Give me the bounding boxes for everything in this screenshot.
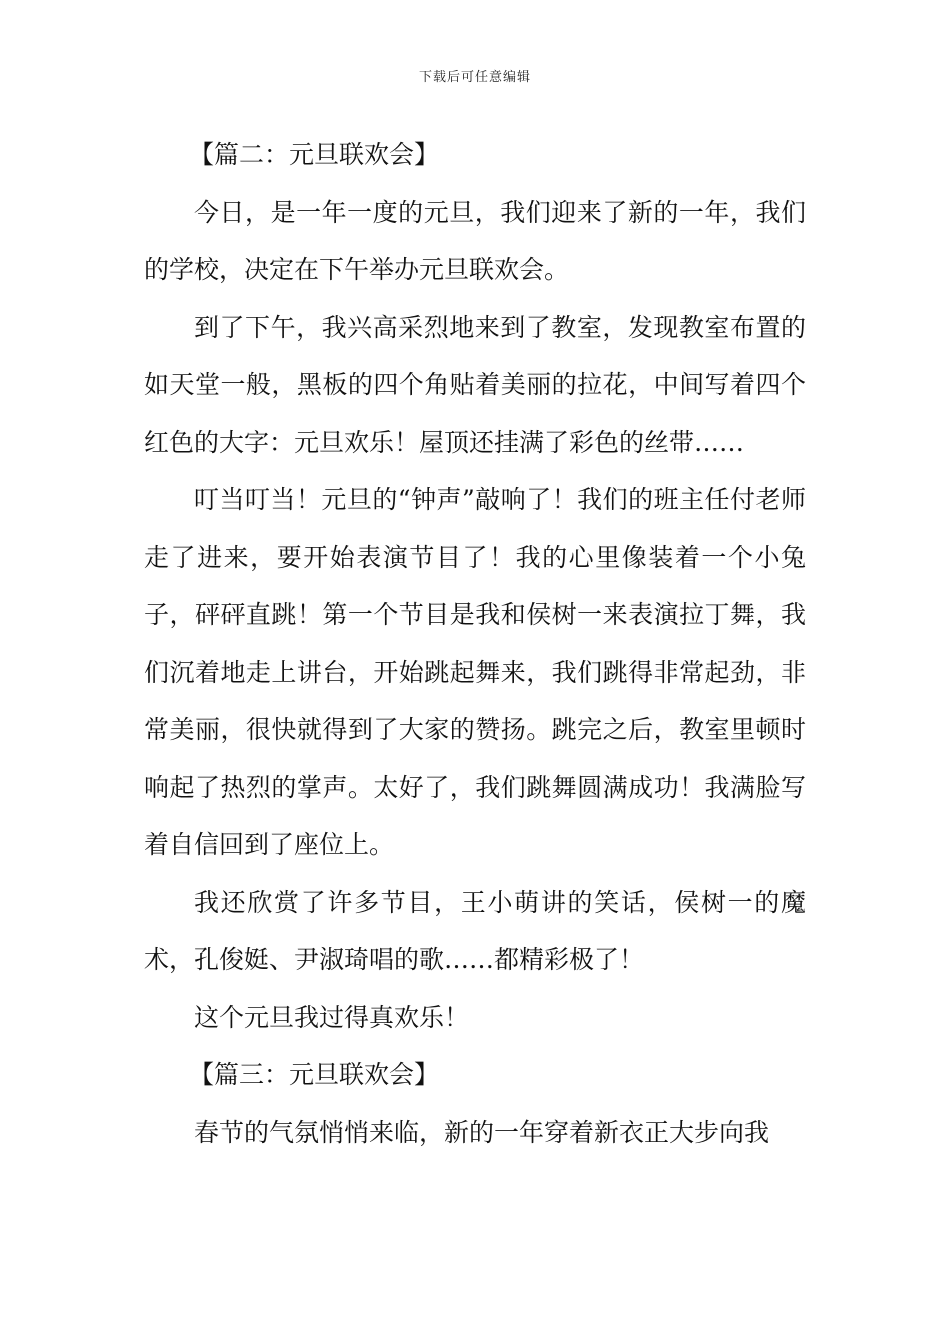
section-heading: 【篇二：元旦联欢会】 bbox=[189, 140, 440, 169]
header-note: 下载后可任意编辑 bbox=[418, 70, 531, 85]
paragraph: 春节的气氛悄悄来临，新的一年穿着新衣正大步向我 bbox=[194, 1117, 770, 1147]
paragraph: 我还欣赏了许多节目，王小萌讲的笑话，侯树一的魔术，孔俊娗、尹淑琦唱的歌……都精彩极了！ bbox=[144, 887, 806, 974]
paragraph: 到了下午，我兴高采烈地来到了教室，发现教室布置的如天堂一般，黑板的四个角贴着美丽的拉花，中间写着四个红色的大字：元旦欢乐！屋顶还挂满了彩色的丝带…… bbox=[144, 312, 806, 457]
paragraph: 今日，是一年一度的元旦，我们迎来了新的一年，我们的学校，决定在下午举办元旦联欢会。 bbox=[144, 197, 806, 284]
document-body bbox=[144, 126, 806, 1161]
paragraph: 这个元旦我过得真欢乐！ bbox=[194, 1002, 470, 1032]
section-heading: 【篇三：元旦联欢会】 bbox=[189, 1060, 440, 1089]
paragraph: 叮当叮当！元旦的“钟声”敲响了！我们的班主任付老师走了进来，要开始表演节目了！我的心里像装着一个小兔子，砰砰直跳！第一个节目是我和侯树一来表演拉丁舞，我们沉着地走上讲台，开始跳起舞来，我们跳得非常起劲，非常美丽，很快就得到了大家的赞扬。跳完之后，教室里顿时响起了热烈的掌声。太好了，我们跳舞圆满成功！我满脸写着自信回到了座位上。 bbox=[144, 485, 806, 859]
